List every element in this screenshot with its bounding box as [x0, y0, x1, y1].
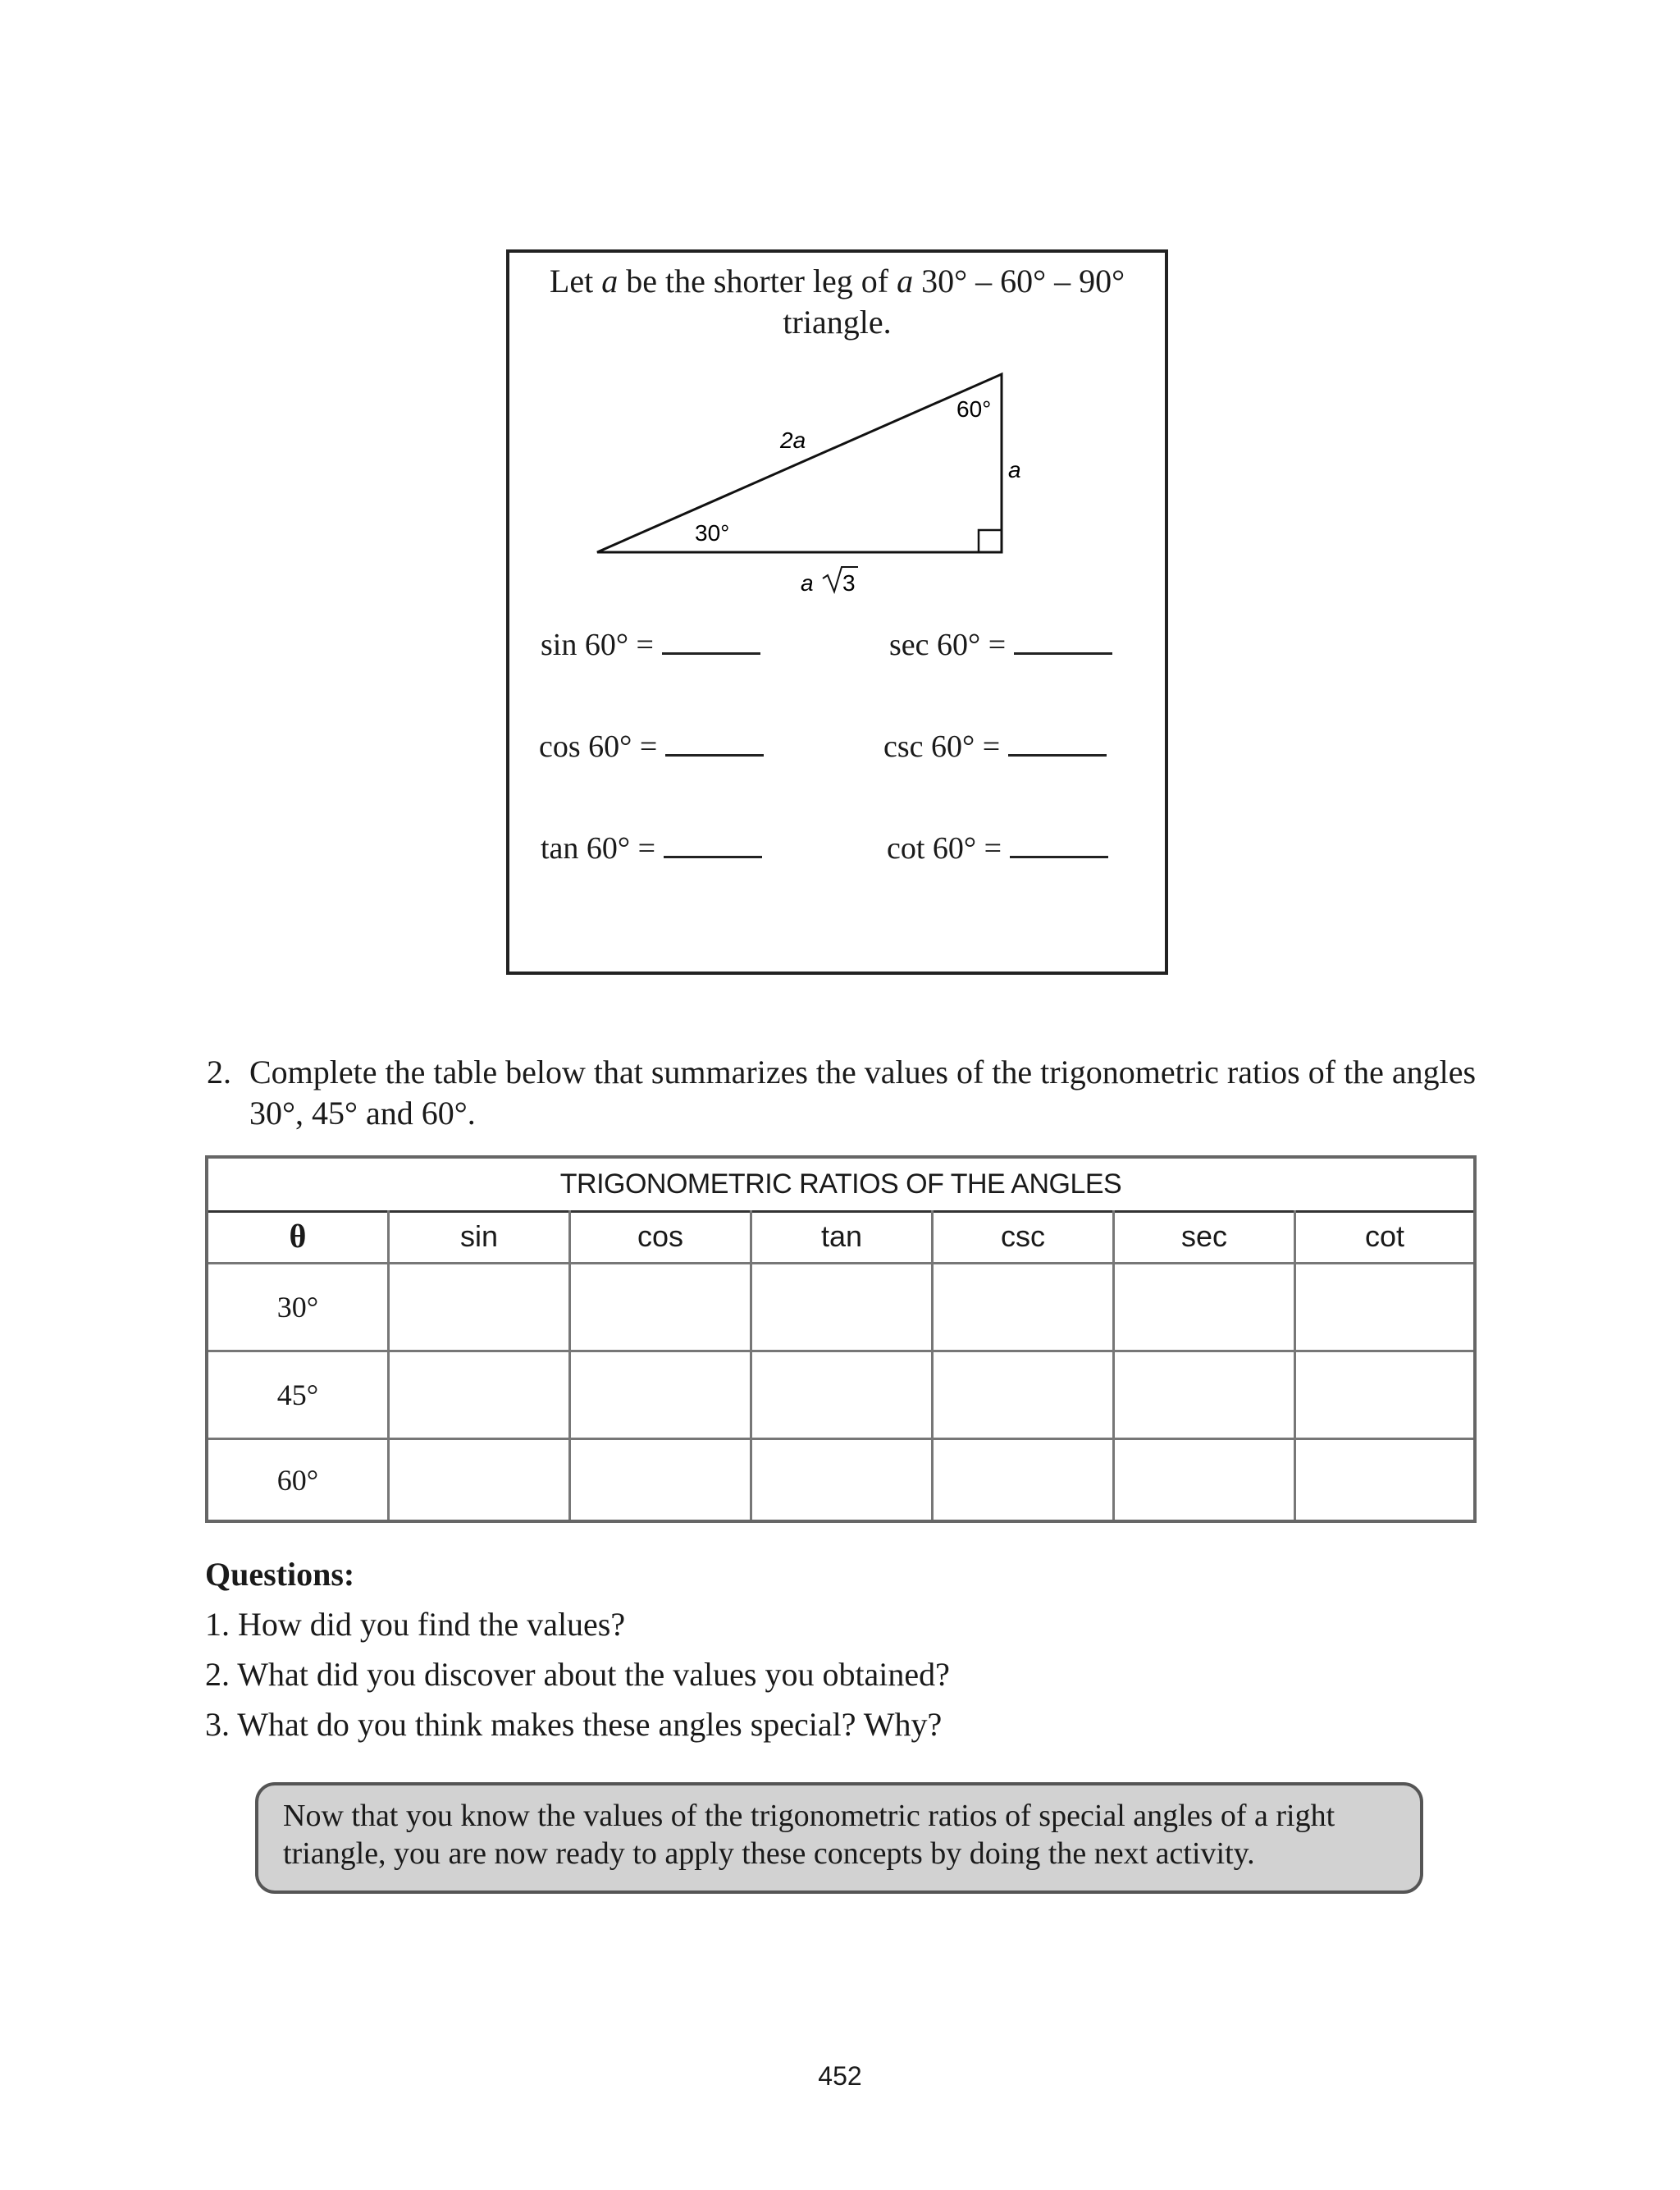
item-2-number: 2. [207, 1054, 231, 1090]
table-cell[interactable] [1115, 1352, 1296, 1440]
row-angle-45: 45° [208, 1352, 390, 1440]
table-cell[interactable] [390, 1264, 571, 1352]
header-cot: cot [1296, 1210, 1473, 1264]
note-box [255, 1782, 1423, 1894]
equation-sin-60: sin 60° = [541, 627, 760, 663]
header-sec: sec [1115, 1210, 1296, 1264]
header-tan: tan [752, 1210, 934, 1264]
note-line2: triangle, you are now ready to apply these concepts by doing the next activity. [283, 1836, 1255, 1871]
table-cell[interactable] [752, 1264, 934, 1352]
short-leg-label: a [1008, 457, 1021, 482]
trig-ratios-table [205, 1155, 1477, 1523]
equation-cos-60: cos 60° = [539, 729, 764, 765]
header-sin: sin [390, 1210, 571, 1264]
table-cell[interactable] [934, 1440, 1115, 1520]
table-cell[interactable] [752, 1352, 934, 1440]
table-cell[interactable] [390, 1352, 571, 1440]
box-title-line1: Let a be the shorter leg of a 30° – 60° – 90° [549, 263, 1125, 299]
questions-section [205, 1549, 950, 1749]
table-cell[interactable] [1115, 1264, 1296, 1352]
note-line1: Now that you know the values of the trigonometric ratios of special angles of a right [283, 1799, 1335, 1833]
item-2-line2: 30°, 45° and 60°. [249, 1095, 476, 1132]
table-cell[interactable] [752, 1440, 934, 1520]
long-leg-radicand: 3 [842, 570, 856, 596]
triangle-diagram [509, 253, 1166, 975]
right-angle-marker [979, 530, 1002, 552]
answer-blank[interactable] [1008, 729, 1107, 757]
angle-60-label: 60° [956, 396, 992, 422]
item-2-line1: Complete the table below that summarizes the values of the trigonometric ratios of the angles [249, 1054, 1477, 1090]
header-csc: csc [934, 1210, 1115, 1264]
table-cell[interactable] [1296, 1352, 1473, 1440]
equation-cot-60: cot 60° = [887, 830, 1108, 866]
page-number: 452 [818, 2061, 862, 2091]
question-item: 3. What do you think makes these angles special? Why? [205, 1706, 943, 1743]
long-leg-label: a [801, 570, 814, 596]
table-cell[interactable] [390, 1440, 571, 1520]
table-cell[interactable] [934, 1264, 1115, 1352]
table-cell[interactable] [1296, 1440, 1473, 1520]
answer-blank[interactable] [1014, 628, 1112, 655]
hypotenuse-label: 2a [780, 427, 806, 453]
equation-sec-60: sec 60° = [889, 627, 1112, 663]
table-cell[interactable] [571, 1264, 752, 1352]
header-cos: cos [571, 1210, 752, 1264]
equation-tan-60: tan 60° = [541, 830, 762, 866]
table-cell[interactable] [934, 1352, 1115, 1440]
triangle-shape [597, 374, 1002, 552]
answer-blank[interactable] [1010, 831, 1108, 858]
triangle-box [506, 249, 1168, 975]
table-cell[interactable] [571, 1352, 752, 1440]
header-theta: θ [208, 1210, 390, 1264]
table-cell[interactable] [1296, 1264, 1473, 1352]
question-item: 1. How did you find the values? [205, 1606, 626, 1643]
equation-csc-60: csc 60° = [883, 729, 1107, 765]
row-angle-30: 30° [208, 1264, 390, 1352]
angle-30-label: 30° [695, 520, 730, 546]
answer-blank[interactable] [664, 831, 762, 858]
question-item: 2. What did you discover about the values you obtained? [205, 1656, 950, 1693]
questions-heading: Questions: [205, 1556, 355, 1593]
box-title-line2: triangle. [783, 304, 892, 341]
answer-blank[interactable] [662, 628, 760, 655]
row-angle-60: 60° [208, 1440, 390, 1520]
table-cell[interactable] [1115, 1440, 1296, 1520]
table-cell[interactable] [571, 1440, 752, 1520]
table-title: TRIGONOMETRIC RATIOS OF THE ANGLES [208, 1159, 1473, 1213]
answer-blank[interactable] [665, 729, 764, 757]
